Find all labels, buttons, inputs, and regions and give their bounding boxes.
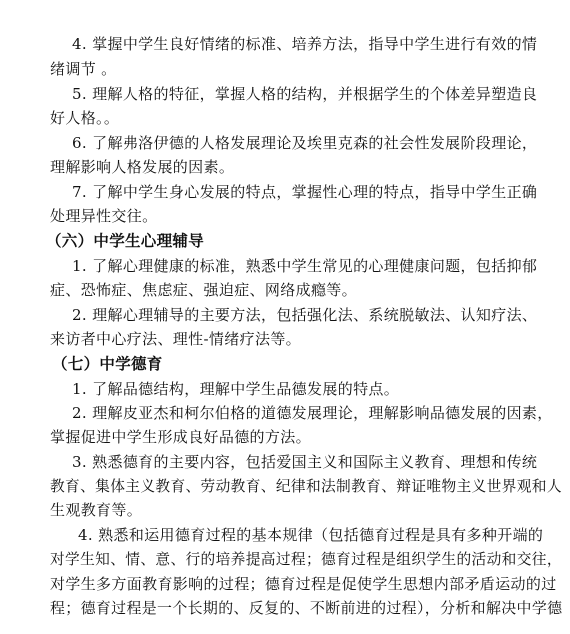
text-line: 1. 了解心理健康的标准，熟悉中学生常见的心理健康问题，包括抑郁 <box>72 257 538 275</box>
text-line: 对学生知、情、意、行的培养提高过程；德育过程是组织学生的活动和交往， <box>50 550 562 568</box>
text-line: 程；德育过程是一个长期的、反复的、不断前进的过程），分析和解决中学德 <box>50 599 563 617</box>
section-heading: （七）中学德育 <box>52 355 163 373</box>
text-line: 理解影响人格发展的因素。 <box>50 158 235 176</box>
text-line: 来访者中心疗法、理性-情绪疗法等。 <box>50 330 302 348</box>
text-line: 5. 理解人格的特征，掌握人格的结构，并根据学生的个体差异塑造良 <box>72 85 538 103</box>
text-line: 对学生多方面教育影响的过程；德育过程是促使学生思想内部矛盾运动的过 <box>50 575 557 593</box>
text-line: 4. 熟悉和运用德育过程的基本规律（包括德育过程是具有多种开端的 <box>78 526 544 544</box>
text-line: 4. 掌握中学生良好情绪的标准、培养方法，指导中学生进行有效的情 <box>72 35 538 53</box>
text-line: 症、恐怖症、焦虑症、强迫症、网络成瘾等。 <box>50 281 358 299</box>
text-line: 好人格。。 <box>50 109 120 127</box>
text-line: 掌握促进中学生形成良好品德的方法。 <box>50 428 311 446</box>
section-heading: （六）中学生心理辅导 <box>46 232 205 250</box>
text-line: 绪调节 。 <box>50 60 117 78</box>
text-line: 生观教育等。 <box>50 501 143 519</box>
text-line: 6. 了解弗洛伊德的人格发展理论及埃里克森的社会性发展阶段理论， <box>72 134 538 152</box>
text-line: 1. 了解品德结构，理解中学生品德发展的特点。 <box>72 380 400 398</box>
text-line: 处理异性交往。 <box>50 207 158 225</box>
text-line: 2. 理解心理辅导的主要方法，包括强化法、系统脱敏法、认知疗法、 <box>72 306 538 324</box>
text-line: 2. 理解皮亚杰和柯尔伯格的道德发展理论，理解影响品德发展的因素， <box>72 404 553 422</box>
text-line: 3. 熟悉德育的主要内容，包括爱国主义和国际主义教育、理想和传统 <box>72 453 538 471</box>
text-line: 教育、集体主义教育、劳动教育、纪律和法制教育、辩证唯物主义世界观和人 <box>50 477 562 495</box>
text-line: 7. 了解中学生身心发展的特点，掌握性心理的特点，指导中学生正确 <box>72 183 538 201</box>
